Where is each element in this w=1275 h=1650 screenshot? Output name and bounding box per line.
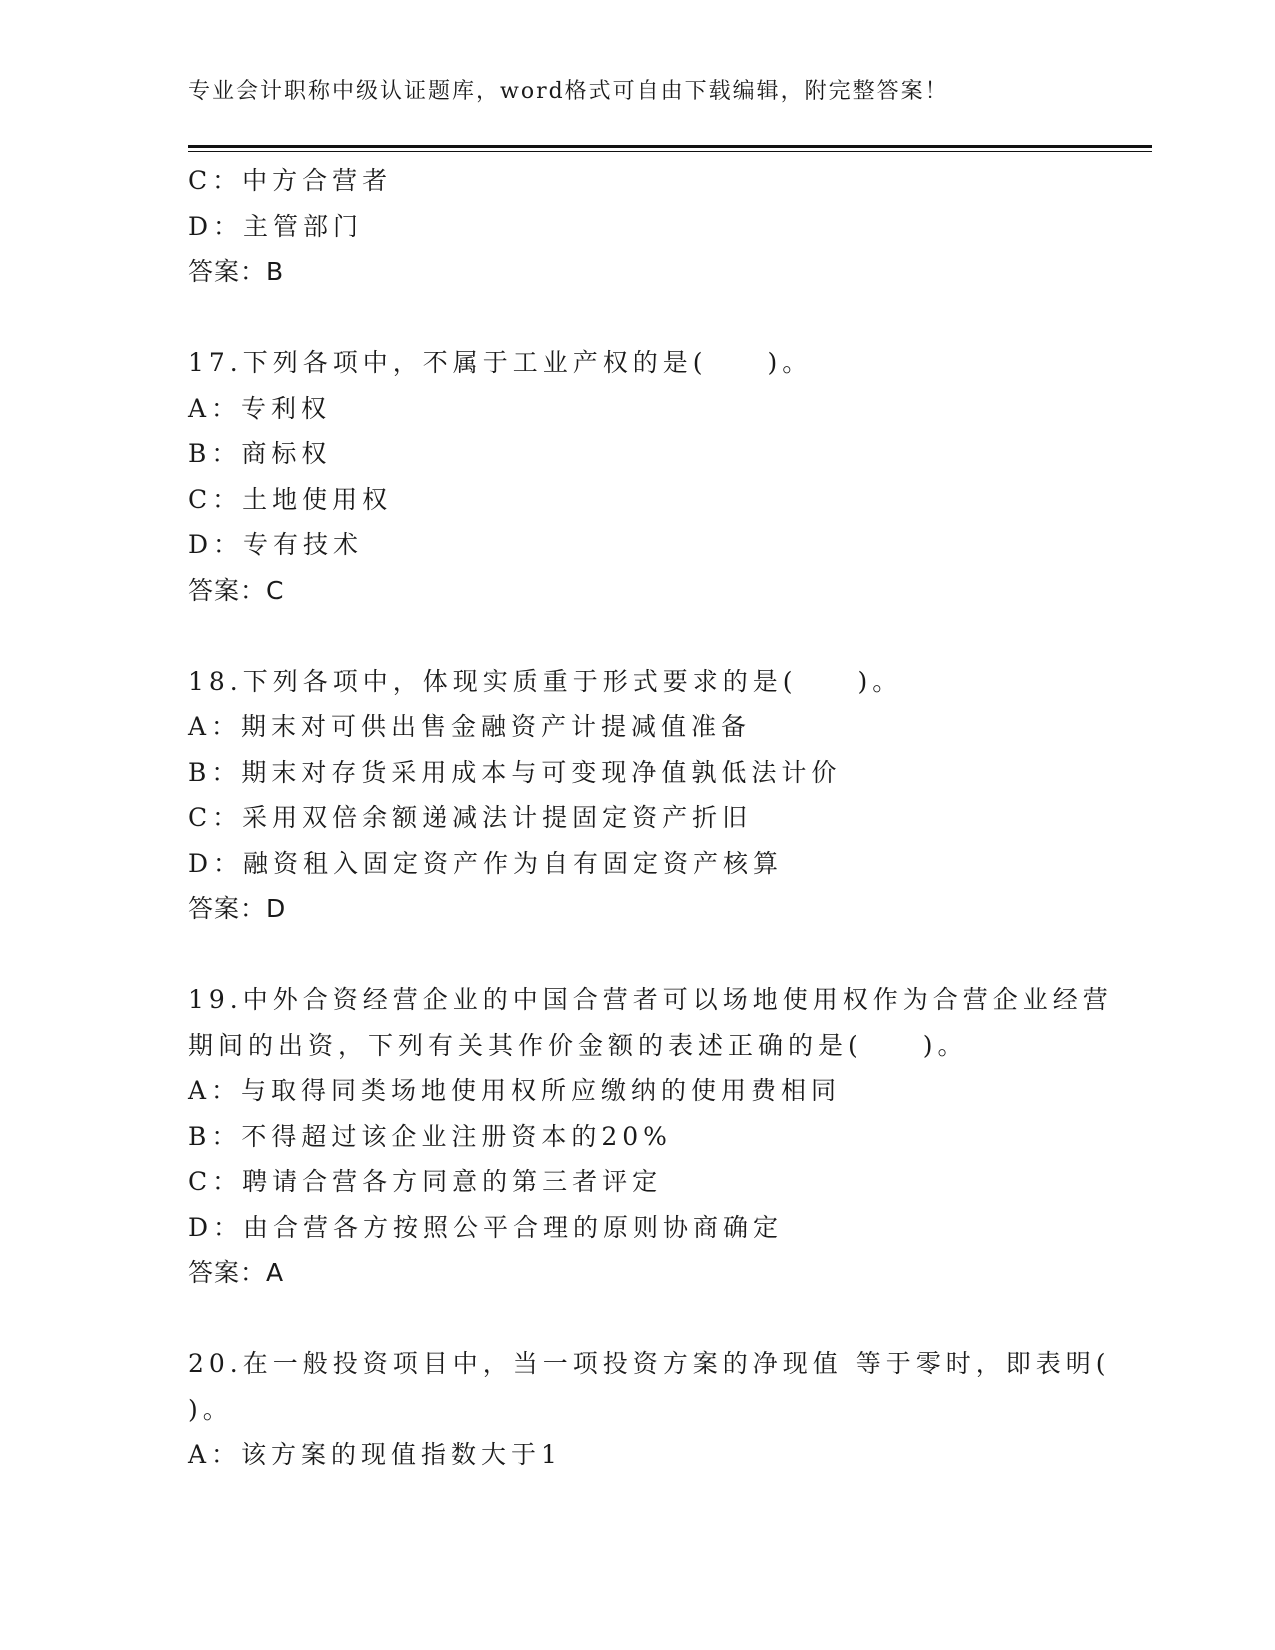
question-stem-line-1: 20.在一般投资项目中，当一项投资方案的净现值 等于零时，即表明(: [188, 1349, 1111, 1378]
option-c: C：聘请合营各方同意的第三者评定: [188, 1167, 663, 1196]
option-a: A：期末对可供出售金融资产计提减值准备: [188, 712, 752, 741]
spacer: [188, 613, 1088, 659]
option-a: A：该方案的现值指数大于1: [188, 1440, 562, 1469]
question-stem-line-1: 19.中外合资经营企业的中国合营者可以场地使用权作为合营企业经营: [188, 985, 1113, 1014]
option-c: C：采用双倍余额递减法计提固定资产折旧: [188, 803, 753, 832]
option-d: D：专有技术: [188, 530, 364, 559]
question-16-tail: [188, 158, 1088, 295]
option-a: A：与取得同类场地使用权所应缴纳的使用费相同: [188, 1076, 842, 1105]
option-b: B：不得超过该企业注册资本的20%: [188, 1121, 672, 1151]
option-c: C：中方合营者: [188, 166, 393, 195]
option-a: A：专利权: [188, 393, 332, 423]
question-17: [188, 340, 1088, 613]
option-b: B：期末对存货采用成本与可变现净值孰低法计价: [188, 757, 842, 787]
option-d: D：融资租入固定资产作为自有固定资产核算: [188, 848, 784, 878]
answer: 答案：A: [188, 1258, 285, 1287]
option-d: D：由合营各方按照公平合理的原则协商确定: [188, 1212, 784, 1242]
question-18: [188, 659, 1088, 932]
answer: 答案：B: [188, 257, 285, 286]
question-19: [188, 977, 1113, 1296]
question-stem: 17.下列各项中，不属于工业产权的是( )。: [188, 348, 813, 377]
header-rule-thick: [188, 145, 1152, 148]
question-stem-line-2: )。: [188, 1394, 233, 1424]
answer: 答案：C: [188, 575, 285, 605]
question-20: [188, 1341, 1111, 1478]
option-c: C：土地使用权: [188, 484, 393, 514]
option-b: B：商标权: [188, 439, 332, 468]
question-list: [188, 158, 1113, 1478]
option-d: D：主管部门: [188, 211, 364, 241]
header-note: 专业会计职称中级认证题库，word格式可自由下载编辑，附完整答案！: [188, 79, 949, 104]
spacer: [188, 932, 1088, 978]
header-rule-thin: [188, 151, 1152, 152]
spacer: [188, 295, 1088, 341]
spacer: [188, 1296, 1088, 1342]
answer: 答案：D: [188, 894, 287, 923]
question-stem-line-2: 期间的出资，下列有关其作价金额的表述正确的是( )。: [188, 1030, 968, 1060]
question-stem: 18.下列各项中，体现实质重于形式要求的是( )。: [188, 666, 903, 696]
